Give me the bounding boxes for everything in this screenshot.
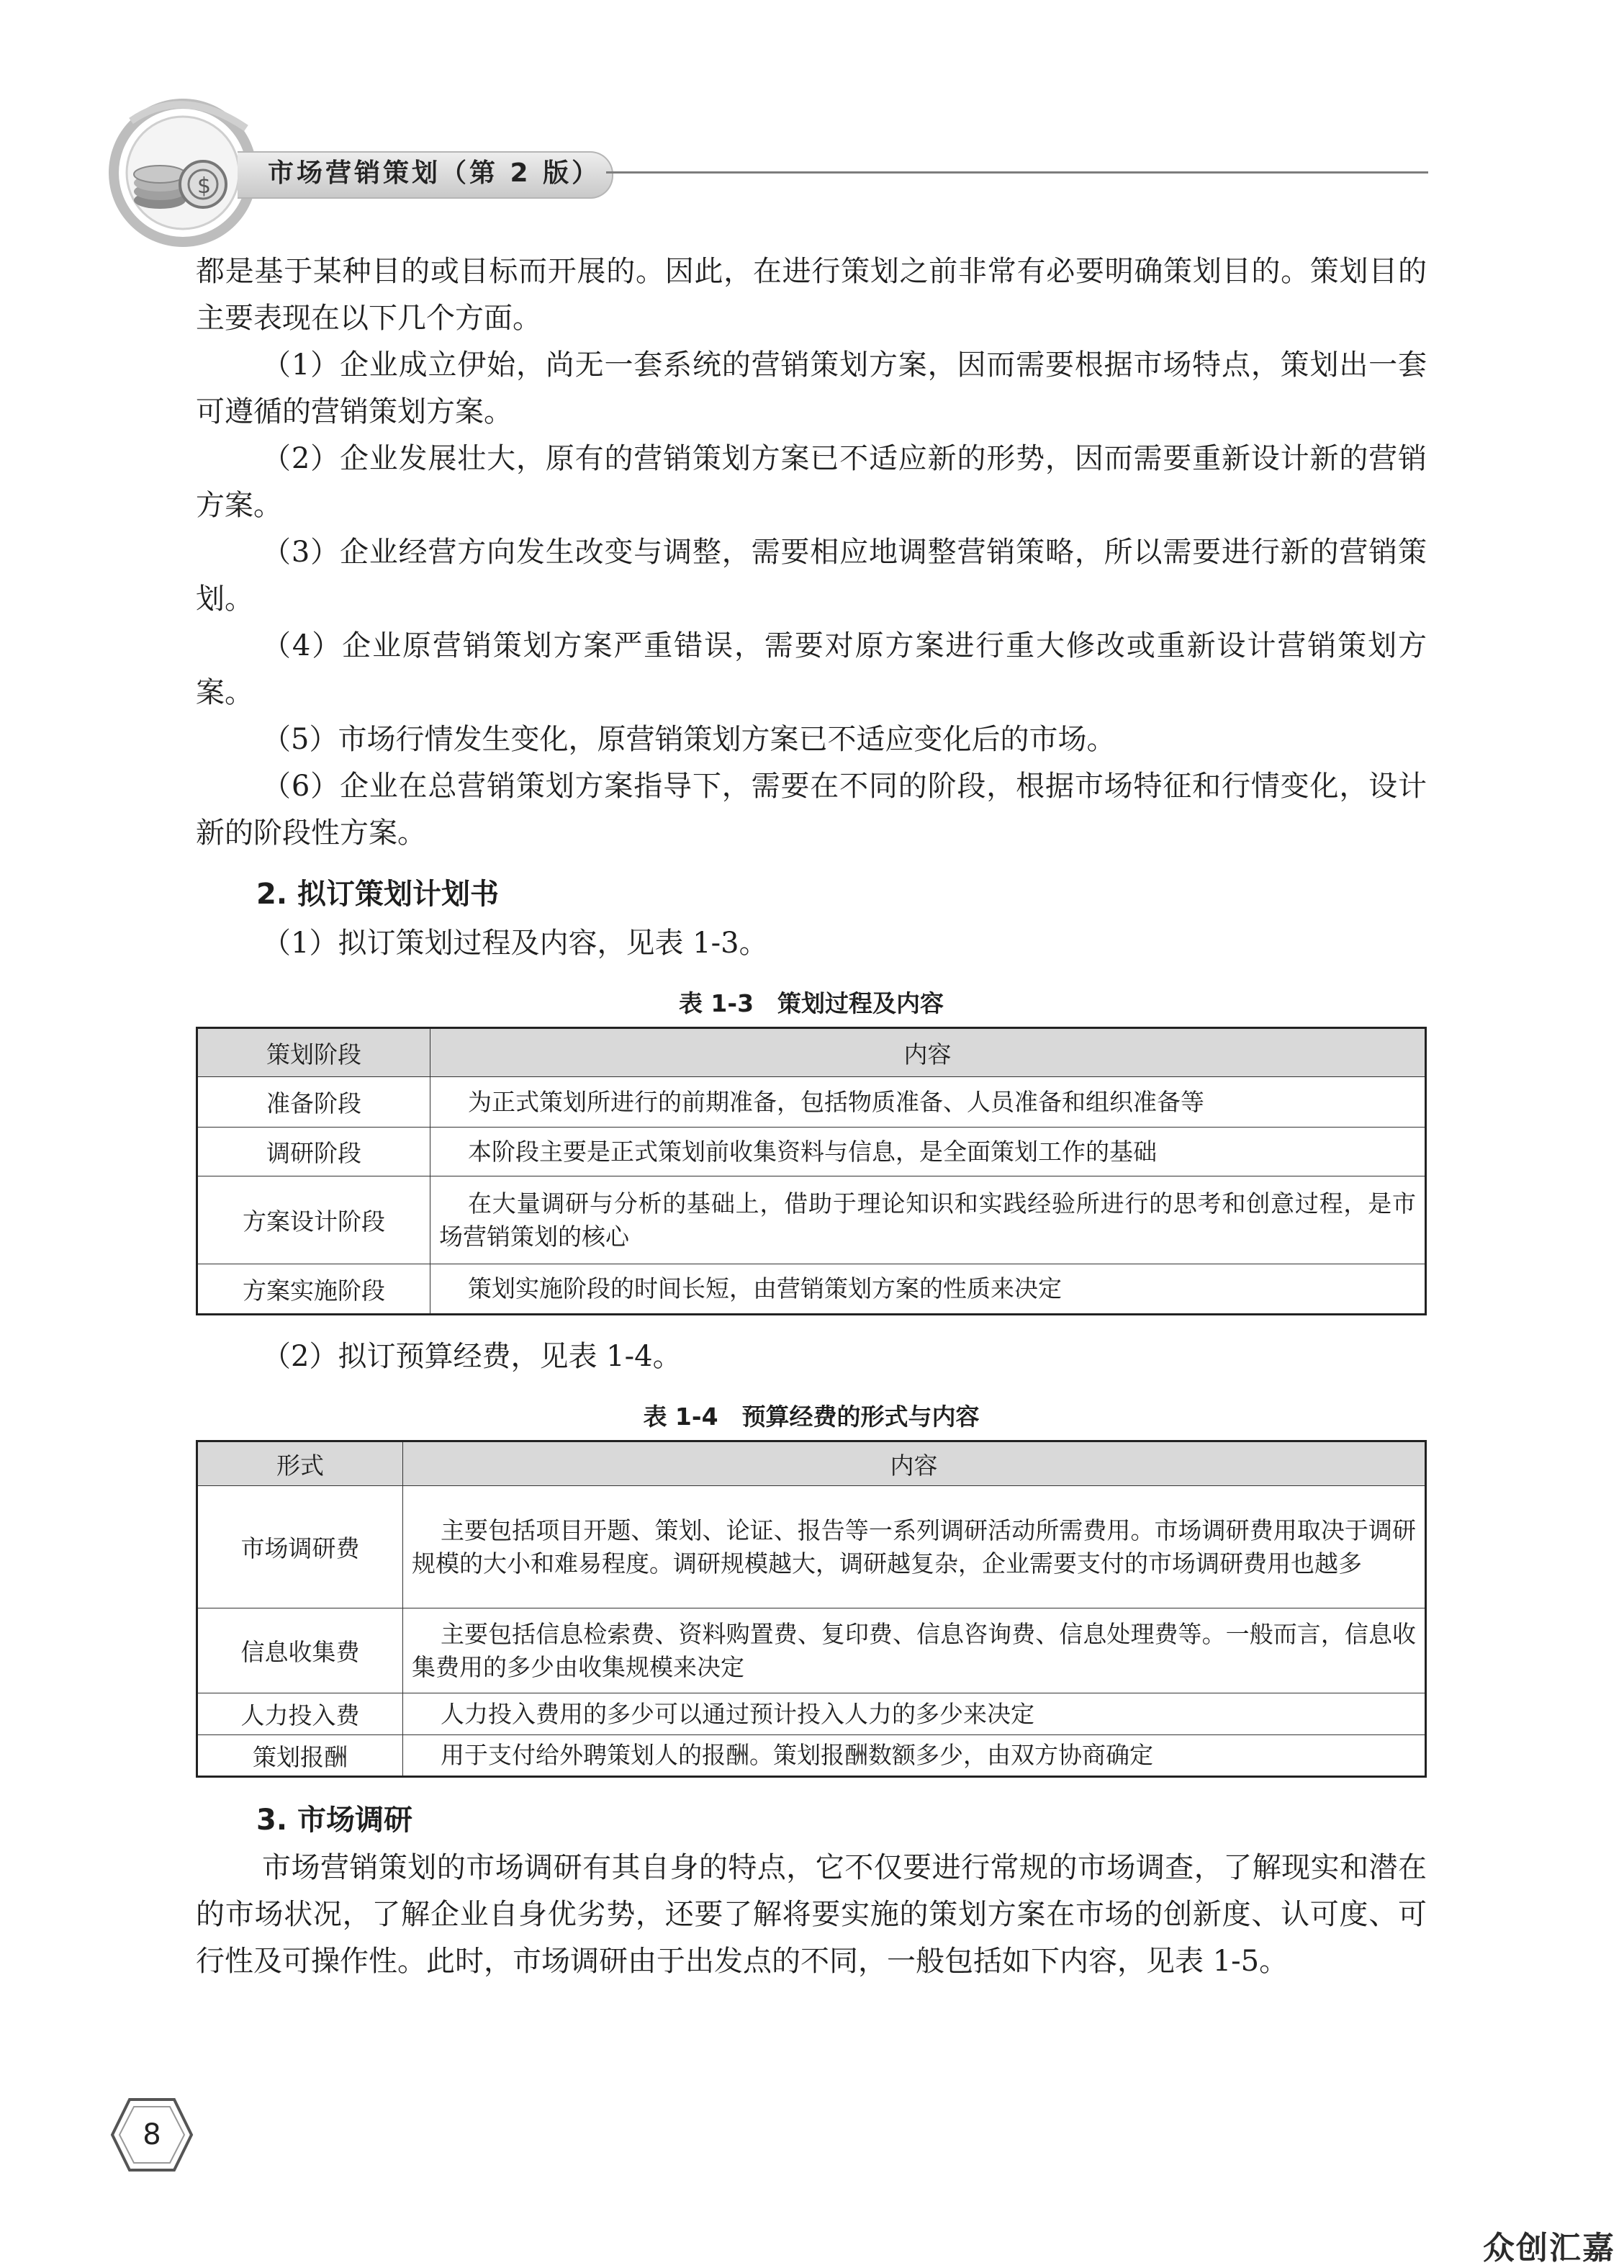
table-cell: 策划报酬 — [197, 1735, 403, 1777]
closing-paragraph: 市场营销策划的市场调研有其自身的特点，它不仅要进行常规的市场调查，了解现实和潜在的市场状况，了解企业自身优劣势，还要了解将要实施的策划方案在市场的创新度、认可度、可行性及可操作性。此时，市场调研由于出发点的不同，一般包括如下内容，见表 1-5。 — [196, 1851, 1427, 1978]
list-item: （2）企业发展壮大，原有的营销策划方案已不适应新的形势，因而需要重新设计新的营销方案。 — [196, 442, 1427, 522]
table-row — [197, 1693, 1426, 1735]
list-item: （6）企业在总营销策划方案指导下，需要在不同的阶段，根据市场特征和行情变化，设计新的阶段性方案。 — [196, 770, 1427, 850]
svg-text:$: $ — [197, 174, 212, 199]
sub-item: （2）拟订预算经费，见表 1-4。 — [262, 1340, 682, 1373]
list-item: （4）企业原营销策划方案严重错误，需要对原方案进行重大修改或重新设计营销策划方案。 — [196, 629, 1427, 709]
table-cell: 方案设计阶段 — [197, 1176, 430, 1264]
table-header: 内容 — [430, 1028, 1426, 1077]
table-cell: 市场调研费 — [197, 1486, 403, 1608]
table-cell: 人力投入费 — [197, 1693, 403, 1735]
table-cell: 信息收集费 — [197, 1608, 403, 1693]
table-cell: 主要包括信息检索费、资料购置费、复印费、信息咨询费、信息处理费等。一般而言，信息收集费用的多少由收集规模来决定 — [403, 1608, 1426, 1693]
table-cell: 为正式策划所进行的前期准备，包括物质准备、人员准备和组织准备等 — [430, 1077, 1426, 1128]
list-item: （3）企业经营方向发生改变与调整，需要相应地调整营销策略，所以需要进行新的营销策划。 — [196, 536, 1427, 616]
sub-item: （1）拟订策划过程及内容，见表 1-3。 — [262, 927, 768, 960]
table-row — [197, 1264, 1426, 1315]
header-rule — [606, 171, 1428, 174]
section-heading: 3. 市场调研 — [256, 1804, 412, 1837]
table-cell: 本阶段主要是正式策划前收集资料与信息，是全面策划工作的基础 — [430, 1128, 1426, 1176]
table-header: 形式 — [197, 1441, 403, 1486]
table-row — [197, 1486, 1426, 1608]
table-header: 内容 — [403, 1441, 1426, 1486]
list-item: （1）企业成立伊始，尚无一套系统的营销策划方案，因而需要根据市场特点，策划出一套可遵循的营销策划方案。 — [196, 348, 1427, 428]
table-cell: 准备阶段 — [197, 1077, 430, 1128]
table-row — [197, 1735, 1426, 1777]
table-cell: 主要包括项目开题、策划、论证、报告等一系列调研活动所需费用。市场调研费用取决于调研规模的大小和难易程度。调研规模越大，调研越复杂，企业需要支付的市场调研费用也越多 — [403, 1486, 1426, 1608]
table-caption: 表 1-4 预算经费的形式与内容 — [643, 1403, 980, 1431]
section-heading: 2. 拟订策划计划书 — [256, 878, 499, 911]
watermark: 众创汇嘉 — [1483, 2230, 1615, 2267]
table-header: 策划阶段 — [197, 1028, 430, 1077]
table-row — [197, 1077, 1426, 1128]
table-cell: 在大量调研与分析的基础上，借助于理论知识和实践经验所进行的思考和创意过程，是市场营销策划的核心 — [430, 1176, 1426, 1264]
intro-paragraph: 都是基于某种目的或目标而开展的。因此，在进行策划之前非常有必要明确策划目的。策划目的主要表现在以下几个方面。 — [196, 255, 1427, 335]
table-cell: 调研阶段 — [197, 1128, 430, 1176]
table-cell: 人力投入费用的多少可以通过预计投入人力的多少来决定 — [403, 1693, 1426, 1735]
table-1-3 — [196, 1027, 1427, 1315]
table-caption: 表 1-3 策划过程及内容 — [678, 989, 944, 1017]
table-row — [197, 1608, 1426, 1693]
table-row — [197, 1128, 1426, 1176]
table-row — [197, 1176, 1426, 1264]
table-cell: 策划实施阶段的时间长短，由营销策划方案的性质来决定 — [430, 1264, 1426, 1315]
table-cell: 用于支付给外聘策划人的报酬。策划报酬数额多少，由双方协商确定 — [403, 1735, 1426, 1777]
table-1-4 — [196, 1440, 1427, 1778]
page-number: 8 — [143, 2118, 161, 2151]
table-cell: 方案实施阶段 — [197, 1264, 430, 1315]
book-title: 市场营销策划（第 2 版） — [268, 158, 601, 188]
list-item: （5）市场行情发生变化，原营销策划方案已不适应变化后的市场。 — [262, 723, 1116, 756]
